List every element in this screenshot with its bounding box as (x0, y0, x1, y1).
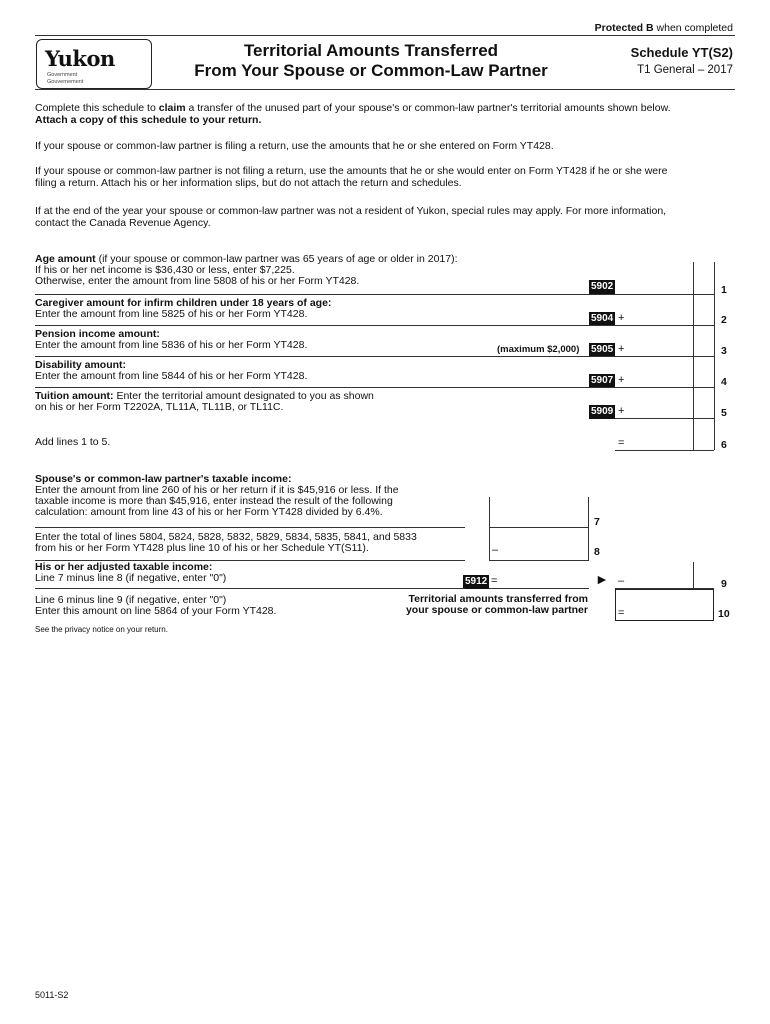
amount-field-line-6[interactable] (615, 450, 714, 451)
intro-paragraph-1: Complete this schedule to claim a transfer of the unused part of your spouse's or common-law partner's territorial amounts shown below. Attach a copy of this schedule to your return. (35, 102, 671, 126)
form-number: 5011-S2 (35, 990, 69, 1000)
arrow-right-icon: ► (595, 571, 609, 587)
logo-subtitle-fr: Gouvernement (47, 79, 84, 85)
line-1-label: Age amount (if your spouse or common-law partner was 65 years of age or older in 2017): If his or her net income is $36,430 or less, enter $7,225. Otherwise, enter the amount from line 5808 of his or her Form YT428. (35, 253, 458, 287)
row-rule (35, 588, 465, 589)
amount-field-line-4[interactable] (615, 387, 714, 388)
amount-field-line-2[interactable] (615, 325, 714, 326)
line-code-5902: 5902 (591, 281, 614, 292)
logo-subtitle-en: Government (47, 72, 78, 78)
line-code-5904: 5904 (591, 313, 614, 324)
intro-paragraph-3: If your spouse or common-law partner is not filing a return, use the amounts that he or she would enter on Form YT428 if he or she were filing a return. Attach his or her information slips, but do not attach the return and schedules. (35, 165, 668, 189)
equals-operator: = (618, 437, 625, 449)
amount-field-line-7[interactable] (489, 527, 589, 528)
column-divider (588, 497, 589, 561)
t1-general-year: T1 General – 2017 (637, 64, 733, 76)
row-rule (35, 356, 615, 357)
row-rule (35, 294, 615, 295)
equals-operator: = (618, 607, 625, 619)
line-number-5: 5 (721, 407, 727, 419)
line-code-5907: 5907 (591, 375, 614, 386)
line-6-label: Add lines 1 to 5. (35, 436, 111, 448)
intro-paragraph-2: If your spouse or common-law partner is filing a return, use the amounts that he or she entered on Form YT428. (35, 140, 554, 152)
line-code-5912: 5912 (465, 576, 488, 587)
amount-field-line-5[interactable] (615, 418, 714, 419)
line-number-6: 6 (721, 439, 727, 451)
amount-field-line-10[interactable] (615, 589, 714, 621)
amount-field-line-3[interactable] (615, 356, 714, 357)
protected-notice: Protected B when completed (594, 22, 733, 34)
line-number-10: 10 (718, 608, 730, 620)
line-5-label: Tuition amount: Enter the territorial amount designated to you as shown on his or her Form T2202A, TL11A, TL11B, or TL11C. (35, 390, 374, 413)
line-10-label: Line 6 minus line 9 (if negative, enter "0") Enter this amount on line 5864 of your Form YT428. (35, 594, 277, 617)
minus-operator: – (492, 544, 499, 556)
line-number-2: 2 (721, 314, 727, 326)
amount-field-line-9-inner[interactable] (489, 588, 589, 589)
line-number-4: 4 (721, 376, 727, 388)
plus-operator: + (618, 343, 625, 355)
column-divider (489, 497, 490, 561)
line-4-label: Disability amount: Enter the amount from line 5844 of his or her Form YT428. (35, 359, 308, 382)
line-number-7: 7 (594, 516, 600, 528)
intro-paragraph-4: If at the end of the year your spouse or common-law partner was not a resident of Yukon, special rules may apply. For more information, contact the Canada Revenue Agency. (35, 205, 667, 229)
form-title-line1: Territorial Amounts Transferred (243, 41, 499, 60)
row-rule (35, 325, 615, 326)
minus-operator: – (618, 575, 625, 587)
yukon-logo-word: Yukon (45, 46, 115, 71)
column-divider (693, 562, 694, 589)
line-number-8: 8 (594, 546, 600, 558)
plus-operator: + (618, 405, 625, 417)
line-number-1: 1 (721, 284, 727, 296)
column-divider (714, 262, 715, 450)
line-9-label: His or her adjusted taxable income: Line 7 minus line 8 (if negative, enter "0") (35, 561, 227, 584)
privacy-notice: See the privacy notice on your return. (35, 625, 168, 634)
equals-operator: = (491, 575, 498, 587)
form-title-line2: From Your Spouse or Common-Law Partner (194, 61, 548, 80)
pension-maximum-note: (maximum $2,000) (497, 344, 580, 355)
line-10-result-label: Territorial amounts transferred from your spouse or common-law partner (405, 593, 588, 616)
schedule-id: Schedule YT(S2) (630, 45, 733, 60)
line-3-label: Pension income amount: Enter the amount from line 5836 of his or her Form YT428. (35, 328, 308, 351)
line-2-label: Caregiver amount for infirm children under 18 years of age: Enter the amount from line 5825 of his or her Form YT428. (35, 297, 332, 320)
amount-field-line-8[interactable] (489, 560, 589, 561)
amount-field-line-1[interactable] (615, 294, 714, 295)
line-code-5909: 5909 (591, 406, 614, 417)
line-number-9: 9 (721, 578, 727, 590)
plus-operator: + (618, 374, 625, 386)
line-number-3: 3 (721, 345, 727, 357)
row-rule (35, 387, 615, 388)
line-7-label: Spouse's or common-law partner's taxable income: Enter the amount from line 260 of his or her return if it is $45,916 or less. If the taxable income is more than $45,916, enter instead the result of the following calculation: amount from line 43 of his or her Form YT428 divided by 6.4%. (35, 473, 399, 518)
plus-operator: + (618, 312, 625, 324)
line-8-label: Enter the total of lines 5804, 5824, 5828, 5832, 5829, 5834, 5835, 5841, and 5833 from his or her Form YT428 plus line 10 of his or her Schedule YT(S11). (35, 531, 417, 554)
row-rule (35, 527, 465, 528)
line-code-5905: 5905 (591, 344, 614, 355)
